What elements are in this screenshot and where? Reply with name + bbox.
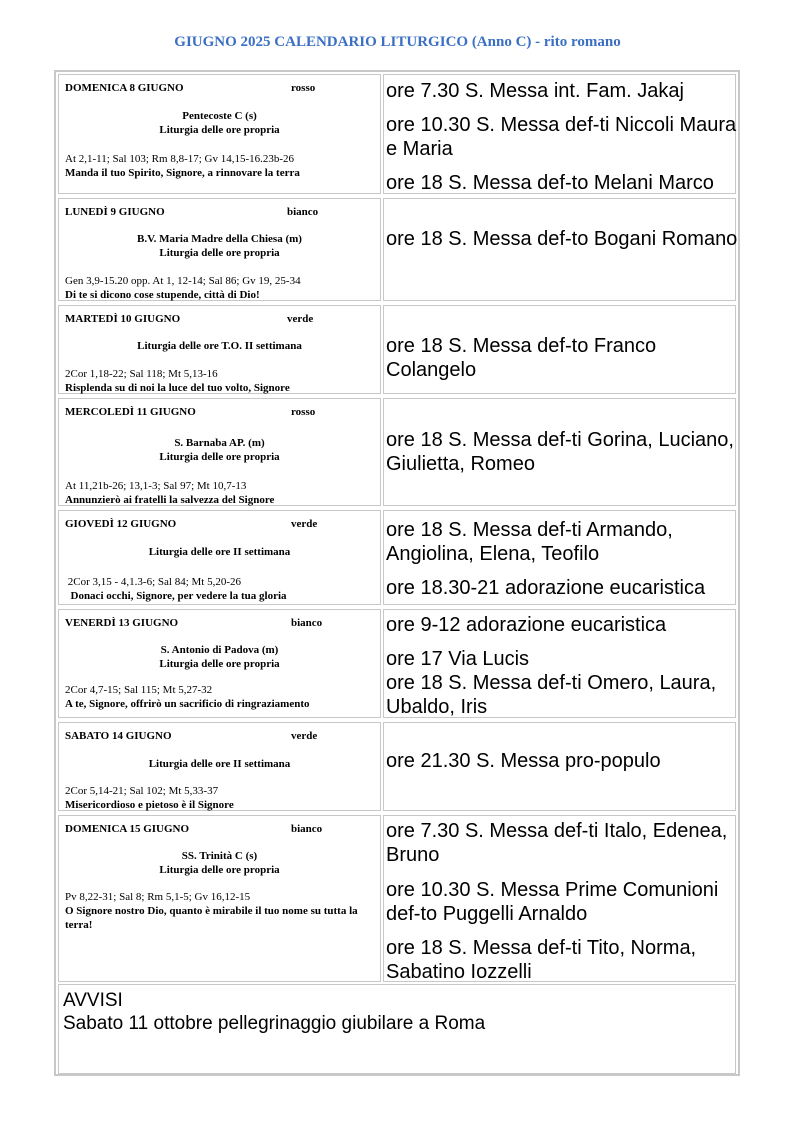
mass-entry: ore 7.30 S. Messa def-ti Italo, Edenea, Bruno <box>386 820 728 866</box>
masses-cell <box>383 722 736 811</box>
calendar-row <box>56 303 738 396</box>
antiphon-text: Di te si dicono cose stupende, città di Dio! <box>65 289 260 301</box>
readings-text: Gen 3,9-15.20 opp. At 1, 12-14; Sal 86; Gv 19, 25-34 <box>65 275 301 287</box>
celebration-title: B.V. Maria Madre della Chiesa (m) <box>137 233 302 245</box>
day-label: LUNEDÌ 9 GIUGNO <box>65 206 165 218</box>
masses-cell <box>383 510 736 605</box>
readings-text: Pv 8,22-31; Sal 8; Rm 5,1-5; Gv 16,12-15 <box>65 891 251 903</box>
page-title: GIUGNO 2025 CALENDARIO LITURGICO (Anno C) - rito romano <box>174 34 621 50</box>
readings <box>65 683 365 711</box>
celebration-title: Liturgia delle ore T.O. II settimana <box>137 340 302 352</box>
celebration <box>59 849 380 877</box>
mass-entry: ore 18.30-21 adorazione eucaristica <box>386 577 706 599</box>
masses-cell <box>383 305 736 394</box>
masses-cell <box>383 815 736 982</box>
liturgy-cell <box>58 305 381 394</box>
liturgical-color: rosso <box>291 82 316 94</box>
day-label: MARTEDÌ 10 GIUGNO <box>65 313 181 325</box>
celebration <box>59 643 380 671</box>
day-label: MERCOLEDÌ 11 GIUGNO <box>65 406 196 418</box>
antiphon-text: Manda il tuo Spirito, Signore, a rinnovare la terra <box>65 167 300 179</box>
masses-cell <box>383 74 736 194</box>
mass-entry: ore 18 S. Messa def-ti Gorina, Luciano, Giulietta, Romeo <box>386 429 734 475</box>
liturgical-color: bianco <box>291 617 323 629</box>
liturgy-cell <box>58 510 381 605</box>
celebration <box>59 436 380 464</box>
liturgy-cell <box>58 398 381 506</box>
celebration-office: Liturgia delle ore propria <box>159 247 280 259</box>
celebration-office: Liturgia delle ore propria <box>159 451 280 463</box>
celebration-office: Liturgia delle ore propria <box>159 658 280 670</box>
day-label: DOMENICA 15 GIUGNO <box>65 823 190 835</box>
liturgical-color: verde <box>291 518 318 530</box>
calendar-row <box>56 396 738 508</box>
liturgy-cell <box>58 198 381 301</box>
readings-text: 2Cor 4,7-15; Sal 115; Mt 5,27-32 <box>65 684 213 696</box>
liturgical-color: verde <box>287 313 314 325</box>
antiphon-text: O Signore nostro Dio, quanto è mirabile il tuo nome su tutta la terra! <box>65 905 358 931</box>
masses-cell <box>383 609 736 718</box>
mass-entry: ore 9-12 adorazione eucaristica <box>386 614 667 636</box>
mass-entry: ore 10.30 S. Messa Prime Comunioni def-to Puggelli Arnaldo <box>386 879 719 925</box>
celebration <box>59 545 380 559</box>
liturgy-cell <box>58 722 381 811</box>
readings-text: At 2,1-11; Sal 103; Rm 8,8-17; Gv 14,15-16.23b-26 <box>65 153 295 165</box>
mass-entry: ore 7.30 S. Messa int. Fam. Jakaj <box>386 80 684 102</box>
mass-entry: ore 18 S. Messa def-to Franco Colangelo <box>386 335 657 381</box>
liturgy-cell <box>58 815 381 982</box>
mass-entry: ore 18 S. Messa def-to Bogani Romano <box>386 228 738 250</box>
readings-text: 2Cor 3,15 - 4,1.3-6; Sal 84; Mt 5,20-26 <box>65 576 241 588</box>
masses-cell <box>383 198 736 301</box>
readings <box>65 367 365 395</box>
antiphon-text: Misericordioso e pietoso è il Signore <box>65 799 234 811</box>
notices-text: Sabato 11 ottobre pellegrinaggio giubilare a Roma <box>63 1013 486 1034</box>
day-label: VENERDÌ 13 GIUGNO <box>65 617 179 629</box>
calendar-row <box>56 508 738 607</box>
liturgical-color: bianco <box>291 823 323 835</box>
antiphon-text: Risplenda su di noi la luce del tuo volto, Signore <box>65 382 290 394</box>
notices-box <box>58 984 736 1074</box>
readings-text: At 11,21b-26; 13,1-3; Sal 97; Mt 10,7-13 <box>65 480 247 492</box>
readings-text: 2Cor 5,14-21; Sal 102; Mt 5,33-37 <box>65 785 219 797</box>
celebration <box>59 232 380 260</box>
notices-heading: AVVISI <box>63 990 123 1011</box>
antiphon-text: A te, Signore, offrirò un sacrificio di ringraziamento <box>65 698 310 710</box>
celebration-title: Liturgia delle ore II settimana <box>148 758 291 770</box>
celebration-title: SS. Trinità C (s) <box>181 850 258 862</box>
antiphon-text: Donaci occhi, Signore, per vedere la tua gloria <box>65 590 287 602</box>
readings-text: 2Cor 1,18-22; Sal 118; Mt 5,13-16 <box>65 368 218 380</box>
liturgical-color: verde <box>291 730 318 742</box>
readings <box>65 890 365 932</box>
calendar-row <box>56 607 738 720</box>
celebration-office: Liturgia delle ore propria <box>159 864 280 876</box>
mass-entry: ore 18 S. Messa def-to Melani Marco <box>386 172 714 194</box>
readings <box>65 784 365 812</box>
celebration-title: S. Antonio di Padova (m) <box>160 644 279 656</box>
readings <box>65 152 365 180</box>
masses-cell <box>383 398 736 506</box>
celebration-title: S. Barnaba AP. (m) <box>174 437 265 449</box>
celebration-title: Liturgia delle ore II settimana <box>148 546 291 558</box>
celebration <box>59 339 380 353</box>
readings <box>65 479 365 507</box>
celebration-title: Pentecoste C (s) <box>182 110 257 122</box>
calendar-table <box>54 70 740 1076</box>
calendar-row <box>56 813 738 984</box>
liturgical-color: bianco <box>287 206 319 218</box>
calendar-row <box>56 72 738 196</box>
mass-entry: ore 18 S. Messa def-ti Omero, Laura, Ubaldo, Iris <box>386 672 717 718</box>
readings <box>65 575 365 603</box>
mass-entry: ore 21.30 S. Messa pro-populo <box>386 750 661 772</box>
celebration <box>59 757 380 771</box>
mass-entry: ore 18 S. Messa def-ti Armando, Angiolina, Elena, Teofilo <box>386 519 673 565</box>
liturgy-cell <box>58 609 381 718</box>
liturgy-cell <box>58 74 381 194</box>
antiphon-text: Annunzierò ai fratelli la salvezza del Signore <box>65 494 275 506</box>
day-label: DOMENICA 8 GIUGNO <box>65 82 184 94</box>
day-label: GIOVEDÌ 12 GIUGNO <box>65 518 177 530</box>
liturgical-color: rosso <box>291 406 316 418</box>
calendar-row <box>56 720 738 813</box>
mass-entry: ore 18 S. Messa def-ti Tito, Norma, Sabatino Iozzelli <box>386 937 697 983</box>
calendar-row <box>56 196 738 303</box>
celebration <box>59 109 380 137</box>
celebration-office: Liturgia delle ore propria <box>159 124 280 136</box>
mass-entry: ore 10.30 S. Messa def-ti Niccoli Maura e Maria <box>386 114 737 160</box>
readings <box>65 274 365 302</box>
day-label: SABATO 14 GIUGNO <box>65 730 172 742</box>
mass-entry: ore 17 Via Lucis <box>386 648 530 670</box>
